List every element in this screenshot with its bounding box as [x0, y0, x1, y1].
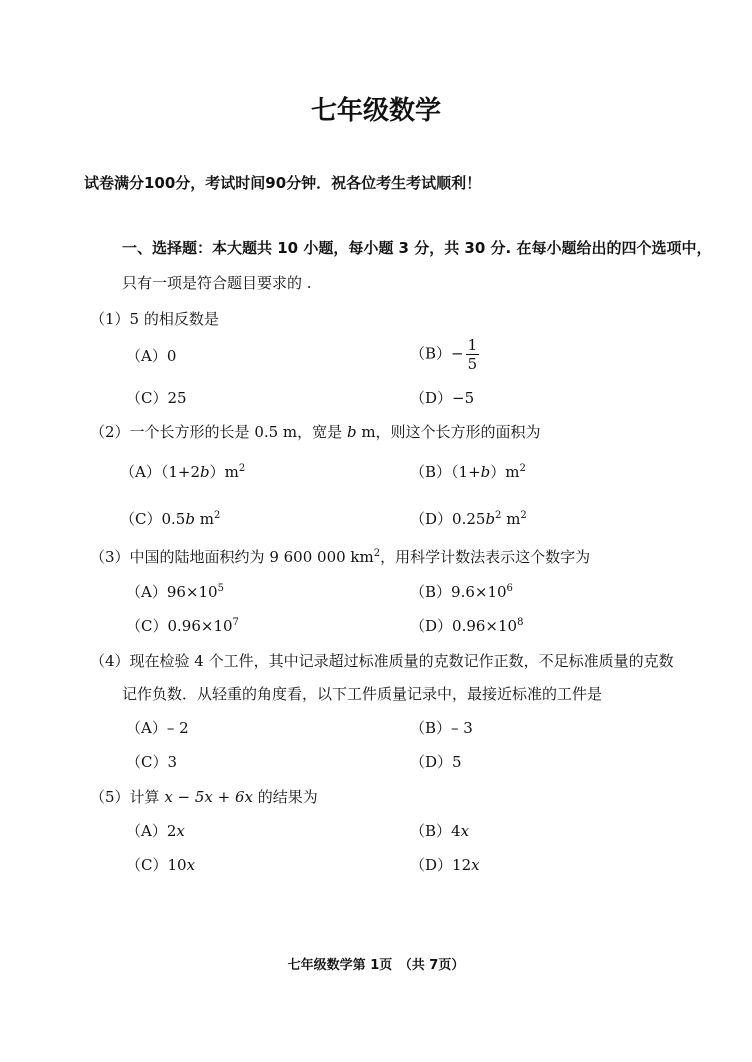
question-3-stem: （3）中国的陆地面积约为 9 600 000 $km^2$，用科学计数法表示这个数字为	[90, 548, 591, 566]
section-heading: 一、选择题：本大题共 10 小题，每小题 3 分，共 30 分. 在每小题给出的四个选项中，	[122, 239, 712, 257]
q1-option-d: （D）−5	[410, 389, 475, 407]
exam-note: 试卷满分100分，考试时间90分钟．祝各位考生考试顺利！	[84, 174, 482, 192]
q2-option-a: $(A)(1+2b)m^2$	[120, 463, 246, 481]
q2-option-b: $(B)(1+b)m^2$	[410, 463, 526, 481]
q1-option-a: （A）0	[126, 347, 177, 365]
page-title: 七年级数学	[310, 96, 441, 126]
q2-option-d: $(D)0.25b^2$ $m^2$	[410, 510, 527, 528]
page-footer: 七年级数学第 1页 （共 7页）	[287, 958, 465, 973]
q3-option-d: $(D)0.96\times 10^8$	[410, 617, 524, 635]
q5-option-b: （B）4x	[410, 822, 470, 840]
fraction: $\frac{1}{5}$	[467, 336, 478, 373]
q4-option-a: （A）– 2	[126, 719, 189, 737]
q1-option-c: （C）25	[126, 389, 187, 407]
question-1-stem: （1）5 的相反数是	[90, 310, 219, 328]
q3-option-a: $(A)96\times 10^5$	[126, 583, 224, 601]
q3-option-b: $(B)9.6\times 10^6$	[410, 583, 513, 601]
question-2-stem: （2）一个长方形的长是 0.5 m，宽是 b m，则这个长方形的面积为	[90, 423, 541, 441]
q4-option-d: （D）5	[410, 753, 462, 771]
q5-option-a: （A）2x	[126, 822, 185, 840]
q5-option-c: （C）10x	[126, 856, 196, 874]
question-4-stem-cont: 记作负数．从轻重的角度看，以下工件质量记录中，最接近标准的工件是	[122, 685, 603, 703]
q1-option-b: （B）− $\frac{1}{5}$	[410, 336, 478, 373]
q2-option-c: （C）0.5b $m^2$	[120, 510, 221, 528]
section-heading-cont: 只有一项是符合题目要求的 .	[122, 274, 312, 292]
q3-option-c: $(C)0.96\times 10^7$	[126, 617, 239, 635]
q4-option-c: （C）3	[126, 753, 178, 771]
q4-option-b: （B）– 3	[410, 719, 473, 737]
q5-option-d: （D）12x	[410, 856, 480, 874]
question-4-stem: （4）现在检验 4 个工件，其中记录超过标准质量的克数记作正数，不足标准质量的克数	[90, 652, 674, 670]
question-5-stem: （5）计算 x − 5x + 6x 的结果为	[90, 788, 318, 806]
